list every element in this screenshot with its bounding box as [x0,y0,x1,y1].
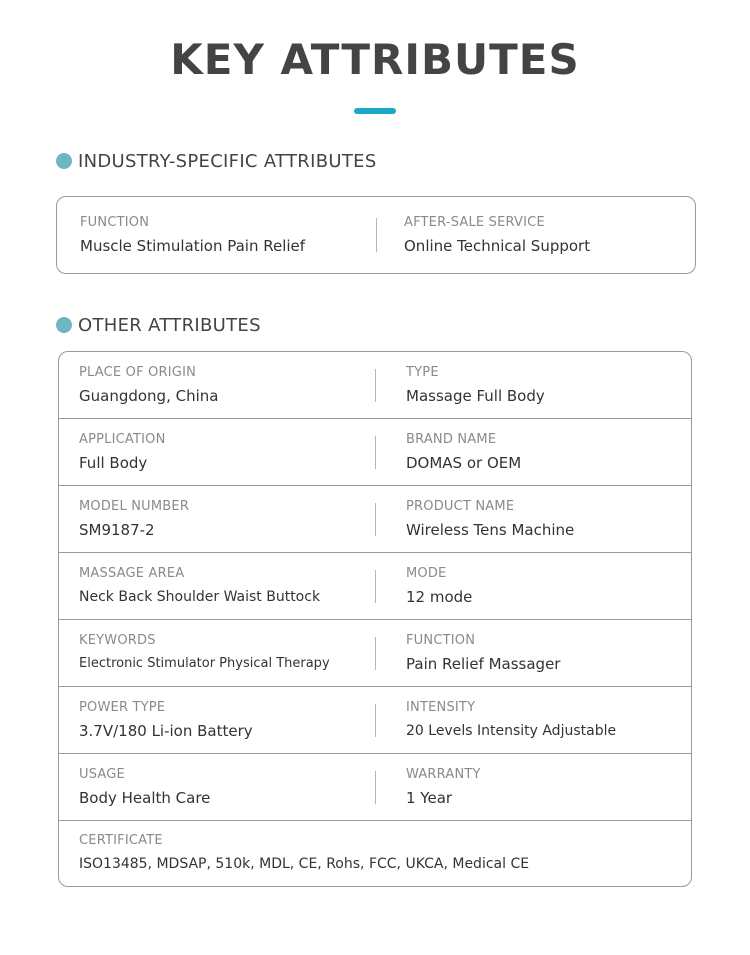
attribute-value: Muscle Stimulation Pain Relief [80,236,306,255]
attribute-value: Full Body [79,453,148,472]
attribute-cell-right [406,553,686,619]
attribute-label: KEYWORDS [79,632,156,648]
attribute-row [59,620,691,687]
industry-section-title: INDUSTRY-SPECIFIC ATTRIBUTES [78,150,377,172]
title-underline-accent [354,108,396,114]
bullet-dot-icon [56,317,72,333]
attribute-value: 12 mode [406,587,473,606]
attribute-label: INTENSITY [406,699,476,715]
attribute-label: MODE [406,565,447,581]
attribute-label: MASSAGE AREA [79,565,185,581]
other-section-title: OTHER ATTRIBUTES [78,314,261,336]
attribute-row [59,352,691,419]
attribute-label: WARRANTY [406,766,481,782]
attribute-value: SM9187-2 [79,520,155,539]
attribute-cell-full [79,821,679,886]
attribute-cell-right [406,620,686,686]
attribute-label: AFTER-SALE SERVICE [404,214,545,230]
attribute-label: BRAND NAME [406,431,497,447]
column-divider [375,436,376,469]
attribute-cell-left [79,553,369,619]
attribute-label: FUNCTION [80,214,150,230]
bullet-dot-icon [56,153,72,169]
attribute-value: 20 Levels Intensity Adjustable [406,722,617,739]
attribute-cell-left [79,352,369,418]
attribute-label: PLACE OF ORIGIN [79,364,197,380]
attribute-label: POWER TYPE [79,699,166,715]
column-divider [375,771,376,804]
page-title: KEY ATTRIBUTES [170,35,580,84]
attribute-cell-left [79,754,369,820]
attribute-value: Pain Relief Massager [406,654,561,673]
attribute-value: Massage Full Body [406,386,545,405]
attribute-row [59,687,691,754]
attribute-row [59,419,691,486]
attribute-cell-left [79,486,369,552]
attribute-label: PRODUCT NAME [406,498,515,514]
attribute-label: USAGE [79,766,125,782]
attribute-row [57,197,695,273]
attribute-label: FUNCTION [406,632,476,648]
attribute-cell-left [79,419,369,485]
column-divider [376,218,377,252]
attribute-value: Electronic Stimulator Physical Therapy [79,655,330,671]
attribute-value: 1 Year [406,788,453,807]
attribute-cell-right [404,197,684,273]
attribute-value: Online Technical Support [404,236,591,255]
attribute-cell-right [406,754,686,820]
attribute-label: TYPE [406,364,439,380]
attribute-value: Wireless Tens Machine [406,520,575,539]
other-section-heading [56,313,261,337]
certificate-row [59,821,691,886]
attribute-cell-right [406,486,686,552]
attribute-cell-right [406,352,686,418]
attribute-row [59,486,691,553]
column-divider [375,704,376,737]
attribute-cell-left [80,197,370,273]
attribute-label: MODEL NUMBER [79,498,190,514]
attribute-cell-right [406,687,686,753]
attribute-value: 3.7V/180 Li-ion Battery [79,721,253,740]
attribute-row [59,553,691,620]
industry-section-heading [56,149,377,173]
attribute-row [59,754,691,821]
attribute-value: DOMAS or OEM [406,453,522,472]
attribute-label: APPLICATION [79,431,166,447]
attribute-value: Body Health Care [79,788,211,807]
industry-attributes-table [56,196,696,274]
column-divider [375,503,376,536]
attribute-value: Neck Back Shoulder Waist Buttock [79,588,321,605]
other-attributes-table [58,351,692,887]
column-divider [375,637,376,670]
certificate-value: ISO13485, MDSAP, 510k, MDL, CE, Rohs, FCC, UKCA, Medical CE [79,856,530,872]
attribute-cell-left [79,620,369,686]
certificate-label: CERTIFICATE [79,833,163,848]
attribute-value: Guangdong, China [79,386,219,405]
column-divider [375,570,376,603]
attribute-cell-right [406,419,686,485]
attribute-cell-left [79,687,369,753]
column-divider [375,369,376,402]
